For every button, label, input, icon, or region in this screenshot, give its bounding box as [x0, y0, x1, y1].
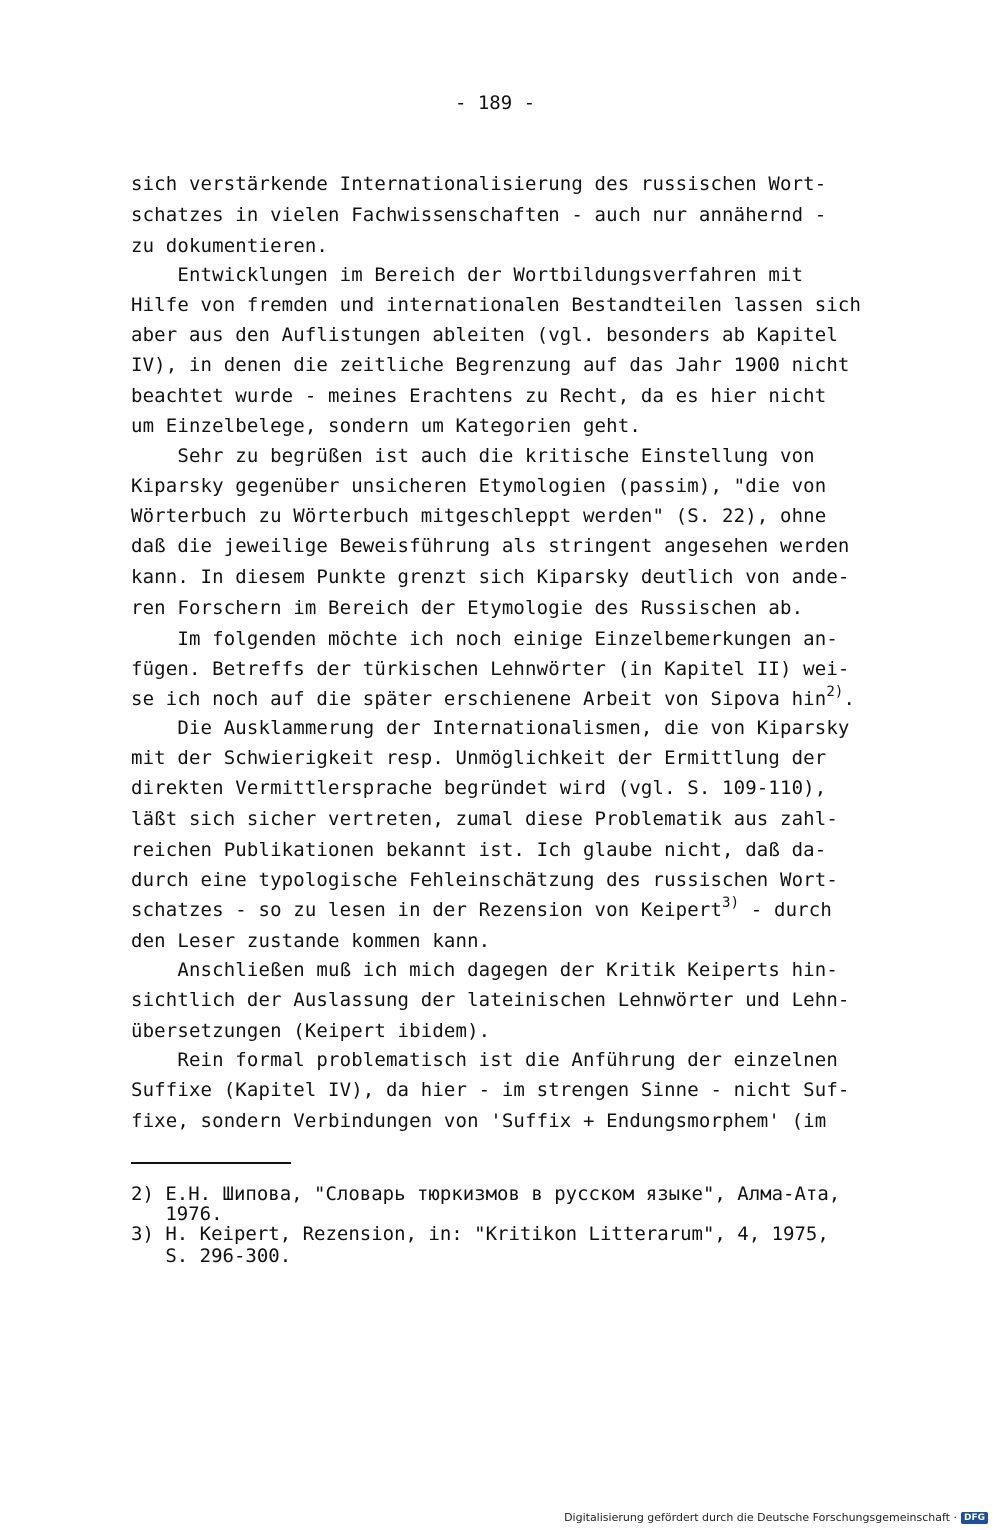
text-line: fügen. Betreffs der türkischen Lehnwörter (in Kapitel II) wei-: [131, 658, 850, 680]
footnote-line: 1976.: [131, 1203, 223, 1225]
text-line: reichen Publikationen bekannt ist. Ich glaube nicht, daß da-: [131, 839, 827, 861]
text-line: Anschließen muß ich mich dagegen der Kritik Keiperts hin-: [131, 959, 838, 981]
text-segment: schatzes - so zu lesen in der Rezension von Keipert: [131, 899, 723, 921]
text-line: Entwicklungen im Bereich der Wortbildungsverfahren mit: [131, 264, 804, 286]
text-line: [131, 684, 856, 713]
text-line: sichtlich der Auslassung der lateinischen Lehnwörter und Lehn-: [131, 989, 850, 1011]
text-line: um Einzelbelege, sondern um Kategorien geht.: [131, 415, 641, 437]
text-segment: .: [843, 688, 856, 710]
text-line: schatzes in vielen Fachwissenschaften - auch nur annähernd -: [131, 204, 827, 226]
text-line: aber aus den Auflistungen ableiten (vgl. besonders ab Kapitel: [131, 324, 838, 346]
text-line: Sehr zu begrüßen ist auch die kritische Einstellung von: [131, 445, 815, 467]
credit-text: Digitalisierung gefördert durch die Deutsche Forschungsgemeinschaft ·: [564, 1511, 957, 1524]
text-line: Wörterbuch zu Wörterbuch mitgeschleppt werden" (S. 22), ohne: [131, 505, 827, 527]
footnote-line: 2) Е.Н. Шипова, "Словарь тюркизмов в русском языке", Алма-Ата,: [131, 1183, 841, 1205]
footnote-line: 3) H. Keipert, Rezension, in: "Kritikon Litterarum", 4, 1975,: [131, 1223, 829, 1245]
text-line: Hilfe von fremden und internationalen Bestandteilen lassen sich: [131, 294, 862, 316]
footnote-ref-3: 3): [722, 895, 740, 911]
text-line: beachtet wurde - meines Erachtens zu Recht, da es hier nicht: [131, 385, 827, 407]
digitization-credit: [564, 1511, 988, 1524]
text-line: übersetzungen (Keipert ibidem).: [131, 1020, 491, 1042]
text-line: Im folgenden möchte ich noch einige Einzelbemerkungen an-: [131, 628, 838, 650]
text-line: zu dokumentieren.: [131, 235, 329, 257]
text-line: direkten Vermittlersprache begründet wird (vgl. S. 109-110),: [131, 777, 827, 799]
text-line: Suffixe (Kapitel IV), da hier - im strengen Sinne - nicht Suf-: [131, 1079, 850, 1101]
text-line: läßt sich sicher vertreten, zumal diese Problematik aus zahl-: [131, 808, 838, 830]
page-number: - 189 -: [454, 92, 536, 114]
text-line: durch eine typologische Fehleinschätzung des russischen Wort-: [131, 869, 838, 891]
text-line: IV), in denen die zeitliche Begrenzung auf das Jahr 1900 nicht: [131, 354, 850, 376]
text-line: ren Forschern im Bereich der Etymologie des Russischen ab.: [131, 597, 804, 619]
text-line: mit der Schwierigkeit resp. Unmöglichkeit der Ermittlung der: [131, 747, 827, 769]
text-line: fixe, sondern Verbindungen von 'Suffix + Endungsmorphem' (im: [131, 1110, 827, 1132]
text-line: sich verstärkende Internationalisierung des russischen Wort-: [131, 173, 827, 195]
text-line: Kiparsky gegenüber unsicheren Etymologien (passim), "die von: [131, 475, 827, 497]
text-line: daß die jeweilige Beweisführung als stringent angesehen werden: [131, 535, 850, 557]
footnote-line: S. 296-300.: [131, 1245, 292, 1267]
footnote-divider: [131, 1162, 291, 1164]
text-line: [131, 895, 832, 924]
text-line: Die Ausklammerung der Internationalismen, die von Kiparsky: [131, 717, 850, 739]
text-line: Rein formal problematisch ist die Anführung der einzelnen: [131, 1049, 838, 1071]
text-segment: - durch: [739, 899, 832, 921]
text-line: den Leser zustande kommen kann.: [131, 930, 491, 952]
text-line: kann. In diesem Punkte grenzt sich Kiparsky deutlich von ande-: [131, 566, 850, 588]
footnote-ref-2: 2): [826, 684, 844, 700]
text-segment: se ich noch auf die später erschienene Arbeit von Sipova hin: [131, 688, 827, 710]
dfg-logo: DFG: [961, 1512, 988, 1524]
